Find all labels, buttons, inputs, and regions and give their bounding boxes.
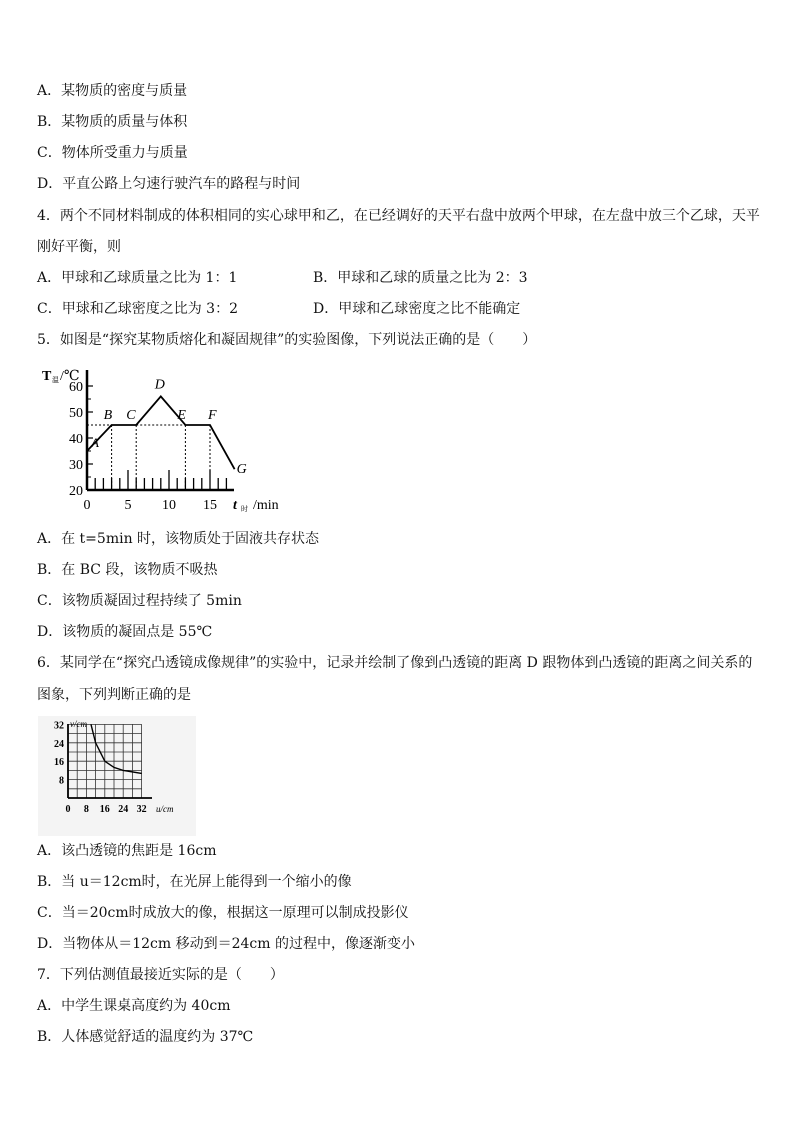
y-tick-label: 20 bbox=[69, 484, 83, 499]
y-tick-label: 24 bbox=[54, 738, 64, 750]
y-tick-label: 50 bbox=[69, 406, 83, 421]
q4-stem-line1: 4．两个不同材料制成的体积相同的实心球甲和乙，在已经调好的天平右盘中放两个甲球，在左盘中放三个乙球，天平 bbox=[37, 208, 760, 224]
q5-option-b: B．在 BC 段，该物质不吸热 bbox=[37, 562, 218, 578]
q6-stem-line2: 图象，下列判断正确的是 bbox=[37, 687, 191, 703]
x-tick-label: 16 bbox=[99, 804, 110, 815]
x-tick-label: 5 bbox=[124, 498, 132, 513]
x-tick-group bbox=[84, 470, 227, 513]
x-tick-label: 0 bbox=[83, 498, 91, 513]
x-axis-label: u/cm bbox=[156, 804, 174, 814]
q5-stem: 5．如图是“探究某物质熔化和凝固规律”的实验图像，下列说法正确的是（ ） bbox=[37, 332, 537, 348]
x-tick-label: 24 bbox=[118, 804, 129, 815]
y-tick-label: 8 bbox=[59, 775, 64, 787]
y-axis-label-unit: /℃ bbox=[60, 369, 80, 384]
q6-option-b: B．当 u＝12cm时，在光屏上能得到一个缩小的像 bbox=[37, 874, 352, 890]
lens-image-distance-chart bbox=[38, 716, 196, 836]
q4-option-a: A．甲球和乙球质量之比为 1：1 bbox=[37, 270, 238, 286]
x-tick-label: 10 bbox=[162, 498, 176, 513]
y-axis-label-symbol: T bbox=[42, 369, 52, 384]
x-axis-label-unit: /min bbox=[253, 498, 279, 513]
guide-lines bbox=[87, 425, 210, 490]
y-tick-group bbox=[69, 380, 93, 499]
y-tick-label: 40 bbox=[69, 432, 83, 447]
x-tick-label: 0 bbox=[65, 804, 71, 815]
point-label-b: B bbox=[103, 408, 113, 423]
q4-option-c: C．甲球和乙球密度之比为 3：2 bbox=[37, 301, 238, 317]
y-tick-label: 30 bbox=[69, 458, 83, 473]
q3-option-a: A．某物质的密度与质量 bbox=[37, 83, 188, 99]
q5-option-a: A．在 t=5min 时，该物质处于固液共存状态 bbox=[37, 531, 320, 547]
melting-curve-chart bbox=[38, 362, 288, 520]
y-tick-label: 32 bbox=[54, 720, 64, 732]
y-tick-label: 60 bbox=[69, 380, 83, 395]
q7-option-b: B．人体感觉舒适的温度约为 37℃ bbox=[37, 1029, 254, 1045]
q6-option-c: C．当＝20cm时成放大的像，根据这一原理可以制成投影仪 bbox=[37, 905, 409, 921]
y-axis-label: v/cm bbox=[70, 719, 87, 729]
q3-option-b: B．某物质的质量与体积 bbox=[37, 114, 188, 130]
q3-option-c: C．物体所受重力与质量 bbox=[37, 145, 188, 161]
x-tick-label: 8 bbox=[83, 804, 89, 815]
x-tick-label: 32 bbox=[136, 804, 147, 815]
x-tick-label: 15 bbox=[203, 498, 217, 513]
q4-stem-line2: 刚好平衡，则 bbox=[37, 239, 121, 255]
x-axis-label-sub: 时 bbox=[241, 505, 248, 513]
point-label-d: D bbox=[154, 377, 165, 393]
point-label-g: G bbox=[236, 462, 247, 478]
q4-option-d: D．甲球和乙球密度之比不能确定 bbox=[313, 301, 521, 317]
point-label-e: E bbox=[177, 408, 186, 423]
q6-stem-line1: 6．某同学在“探究凸透镜成像规律”的实验中，记录并绘制了像到凸透镜的距离 D 跟物体到凸透镜的距离之间关系的 bbox=[37, 655, 753, 671]
q4-option-b: B．甲球和乙球的质量之比为 2：3 bbox=[313, 270, 528, 286]
q6-option-d: D．当物体从＝12cm 移动到＝24cm 的过程中，像逐渐变小 bbox=[37, 936, 415, 952]
point-label-a: A bbox=[91, 435, 99, 450]
point-label-f: F bbox=[208, 408, 217, 423]
q7-option-a: A．中学生课桌高度约为 40cm bbox=[37, 998, 231, 1014]
q7-stem: 7．下列估测值最接近实际的是（ ） bbox=[37, 967, 284, 983]
q6-option-a: A．该凸透镜的焦距是 16cm bbox=[37, 843, 217, 859]
q5-option-c: C．该物质凝固过程持续了 5min bbox=[37, 593, 242, 609]
point-label-c: C bbox=[126, 408, 136, 423]
y-axis-label-sub: 温 bbox=[52, 376, 59, 384]
q3-option-d: D．平直公路上匀速行驶汽车的路程与时间 bbox=[37, 176, 301, 192]
q5-option-d: D．该物质的凝固点是 55℃ bbox=[37, 624, 213, 640]
x-axis-label-symbol: t bbox=[233, 498, 237, 513]
y-tick-label: 16 bbox=[54, 757, 64, 769]
